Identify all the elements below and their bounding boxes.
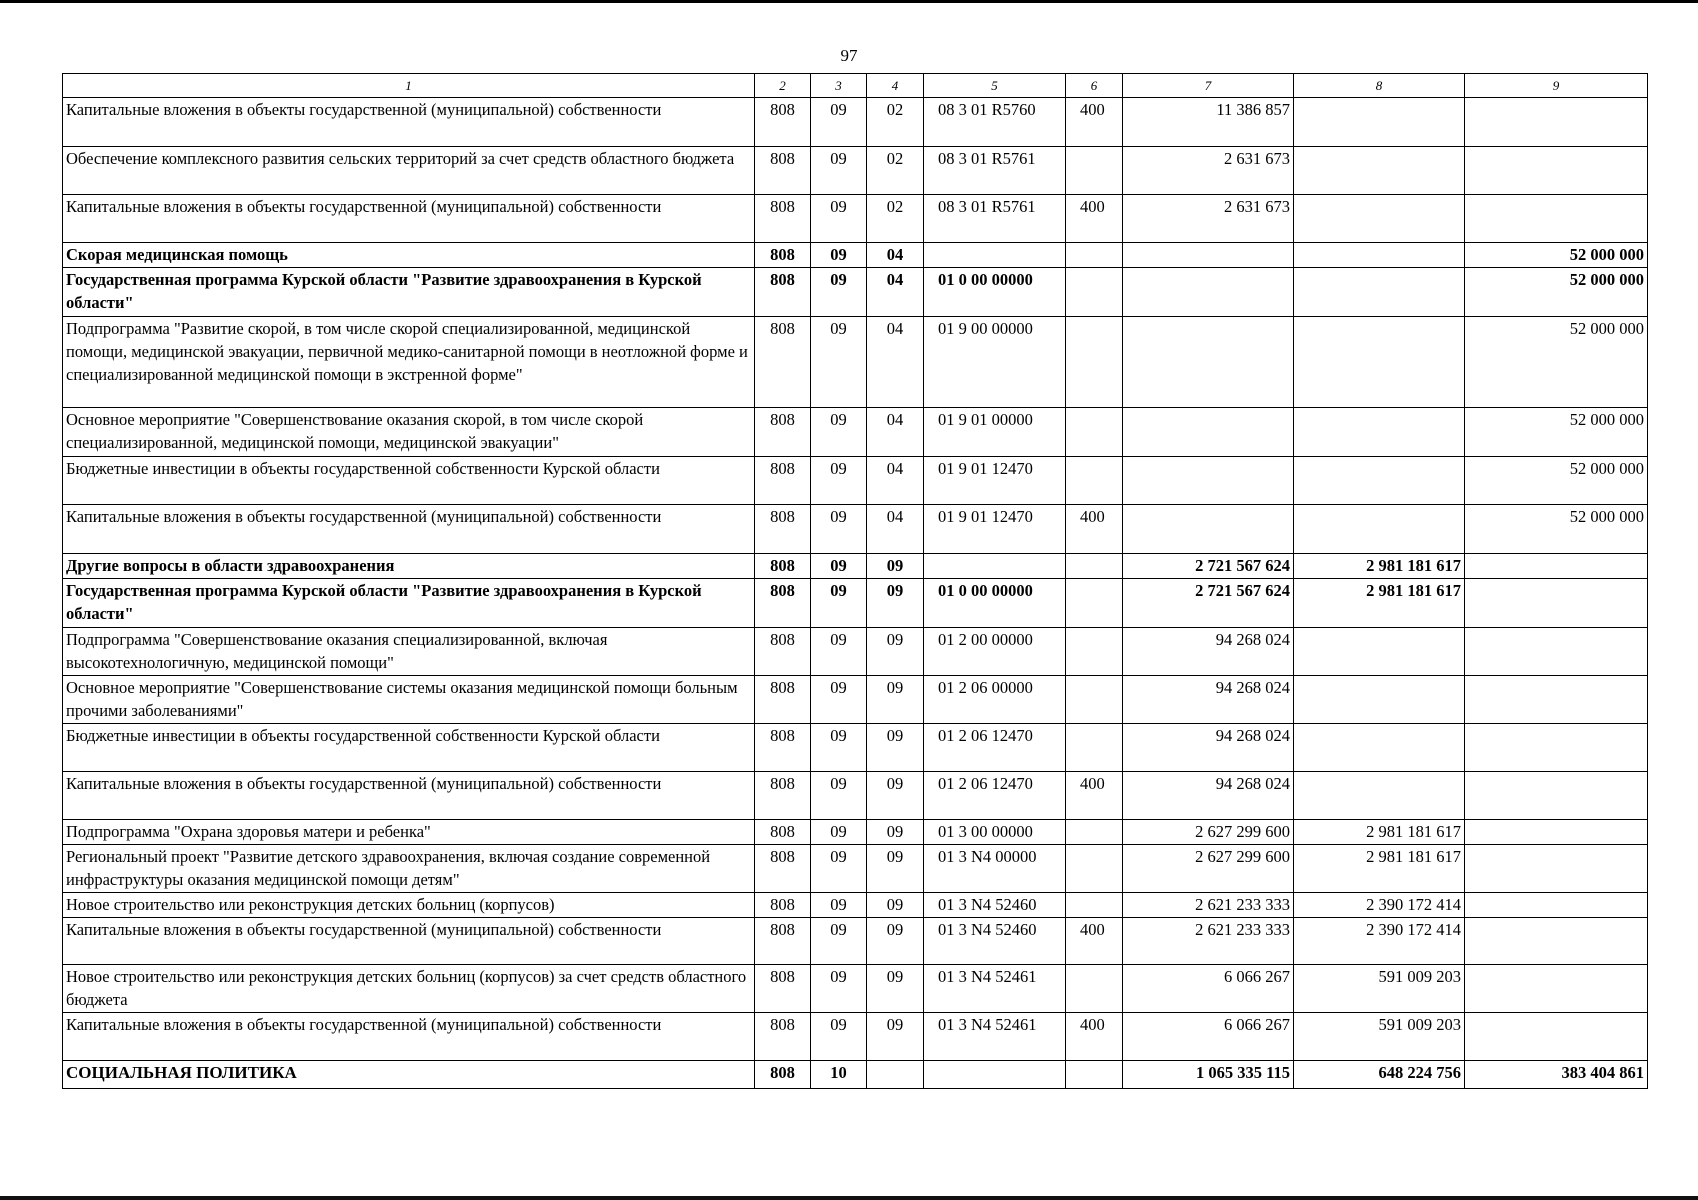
item-name: Региональный проект "Развитие детского здравоохранения, включая создание современной инфраструктуры оказания медицинской помощи детям" xyxy=(63,845,755,893)
amount-column-7 xyxy=(1123,268,1294,317)
department-code: 808 xyxy=(755,628,811,676)
section-code: 09 xyxy=(811,893,867,918)
target-article-code: 01 9 01 12470 xyxy=(924,457,1066,505)
expense-type-code xyxy=(1066,676,1123,724)
item-name: Капитальные вложения в объекты государственной (муниципальной) собственности xyxy=(63,918,755,965)
item-name: Государственная программа Курской области "Развитие здравоохранения в Курской области" xyxy=(63,268,755,317)
subsection-code: 09 xyxy=(867,772,924,820)
expense-type-code xyxy=(1066,965,1123,1013)
department-code: 808 xyxy=(755,268,811,317)
table-row xyxy=(63,820,1648,845)
section-code: 09 xyxy=(811,965,867,1013)
expense-type-code xyxy=(1066,579,1123,628)
expense-type-code xyxy=(1066,893,1123,918)
column-number: 5 xyxy=(924,74,1066,98)
subsection-code: 02 xyxy=(867,195,924,243)
amount-column-9: 52 000 000 xyxy=(1465,317,1648,408)
table-row xyxy=(63,772,1648,820)
target-article-code: 01 2 06 00000 xyxy=(924,676,1066,724)
department-code: 808 xyxy=(755,845,811,893)
target-article-code: 01 3 N4 52461 xyxy=(924,1013,1066,1061)
budget-table xyxy=(62,73,1648,1089)
target-article-code: 08 3 01 R5761 xyxy=(924,147,1066,195)
target-article-code xyxy=(924,554,1066,579)
table-row xyxy=(63,457,1648,505)
subsection-code: 09 xyxy=(867,820,924,845)
amount-column-8 xyxy=(1294,505,1465,554)
amount-column-7 xyxy=(1123,408,1294,457)
department-code: 808 xyxy=(755,457,811,505)
table-row xyxy=(63,845,1648,893)
department-code: 808 xyxy=(755,243,811,268)
subsection-code: 04 xyxy=(867,268,924,317)
subsection-code: 04 xyxy=(867,457,924,505)
amount-column-7: 2 631 673 xyxy=(1123,195,1294,243)
department-code: 808 xyxy=(755,724,811,772)
section-code: 10 xyxy=(811,1061,867,1089)
amount-column-9 xyxy=(1465,772,1648,820)
amount-column-7: 2 621 233 333 xyxy=(1123,918,1294,965)
amount-column-9 xyxy=(1465,98,1648,147)
amount-column-8: 2 390 172 414 xyxy=(1294,918,1465,965)
amount-column-7 xyxy=(1123,317,1294,408)
item-name: Капитальные вложения в объекты государственной (муниципальной) собственности xyxy=(63,772,755,820)
amount-column-7: 2 631 673 xyxy=(1123,147,1294,195)
amount-column-9 xyxy=(1465,1013,1648,1061)
amount-column-8: 2 390 172 414 xyxy=(1294,893,1465,918)
column-number: 8 xyxy=(1294,74,1465,98)
table-row xyxy=(63,408,1648,457)
subsection-code xyxy=(867,1061,924,1089)
target-article-code: 01 3 00 00000 xyxy=(924,820,1066,845)
amount-column-8 xyxy=(1294,243,1465,268)
table-row xyxy=(63,554,1648,579)
amount-column-7: 11 386 857 xyxy=(1123,98,1294,147)
expense-type-code xyxy=(1066,317,1123,408)
item-name: Подпрограмма "Развитие скорой, в том числе скорой специализированной, медицинской помощи, медицинской эвакуации, первичной медико-санитарной помощи в неотложной форме и специализированной медицинской помощи в экстренной форме" xyxy=(63,317,755,408)
subsection-code: 09 xyxy=(867,579,924,628)
table-row xyxy=(63,505,1648,554)
amount-column-9: 52 000 000 xyxy=(1465,243,1648,268)
expense-type-code xyxy=(1066,820,1123,845)
amount-column-7: 2 721 567 624 xyxy=(1123,579,1294,628)
amount-column-7: 2 621 233 333 xyxy=(1123,893,1294,918)
section-code: 09 xyxy=(811,317,867,408)
item-name: Основное мероприятие "Совершенствование системы оказания медицинской помощи больным прочими заболеваниями" xyxy=(63,676,755,724)
section-code: 09 xyxy=(811,579,867,628)
amount-column-7: 2 627 299 600 xyxy=(1123,845,1294,893)
expense-type-code xyxy=(1066,1061,1123,1089)
amount-column-7 xyxy=(1123,457,1294,505)
department-code: 808 xyxy=(755,505,811,554)
table-row xyxy=(63,147,1648,195)
item-name: Новое строительство или реконструкция детских больниц (корпусов) за счет средств областного бюджета xyxy=(63,965,755,1013)
department-code: 808 xyxy=(755,676,811,724)
amount-column-8: 648 224 756 xyxy=(1294,1061,1465,1089)
target-article-code: 01 2 06 12470 xyxy=(924,724,1066,772)
amount-column-8: 2 981 181 617 xyxy=(1294,579,1465,628)
subsection-code: 09 xyxy=(867,628,924,676)
item-name: Скорая медицинская помощь xyxy=(63,243,755,268)
subsection-code: 09 xyxy=(867,724,924,772)
expense-type-code xyxy=(1066,845,1123,893)
column-number: 2 xyxy=(755,74,811,98)
amount-column-7: 1 065 335 115 xyxy=(1123,1061,1294,1089)
item-name: Капитальные вложения в объекты государственной (муниципальной) собственности xyxy=(63,505,755,554)
target-article-code: 01 2 00 00000 xyxy=(924,628,1066,676)
expense-type-code: 400 xyxy=(1066,98,1123,147)
section-code: 09 xyxy=(811,457,867,505)
subsection-code: 09 xyxy=(867,965,924,1013)
column-number: 4 xyxy=(867,74,924,98)
amount-column-8: 591 009 203 xyxy=(1294,965,1465,1013)
column-number: 3 xyxy=(811,74,867,98)
amount-column-7: 6 066 267 xyxy=(1123,965,1294,1013)
section-code: 09 xyxy=(811,845,867,893)
table-row xyxy=(63,268,1648,317)
expense-type-code xyxy=(1066,408,1123,457)
section-code: 09 xyxy=(811,820,867,845)
table-row xyxy=(63,893,1648,918)
department-code: 808 xyxy=(755,918,811,965)
item-name: Обеспечение комплексного развития сельских территорий за счет средств областного бюджета xyxy=(63,147,755,195)
amount-column-8 xyxy=(1294,676,1465,724)
amount-column-9 xyxy=(1465,554,1648,579)
target-article-code: 01 0 00 00000 xyxy=(924,579,1066,628)
amount-column-7: 94 268 024 xyxy=(1123,772,1294,820)
amount-column-9: 52 000 000 xyxy=(1465,457,1648,505)
item-name: Другие вопросы в области здравоохранения xyxy=(63,554,755,579)
section-code: 09 xyxy=(811,98,867,147)
subsection-code: 09 xyxy=(867,845,924,893)
subsection-code: 02 xyxy=(867,147,924,195)
table-row xyxy=(63,317,1648,408)
table-row xyxy=(63,1013,1648,1061)
amount-column-8 xyxy=(1294,408,1465,457)
item-name: Подпрограмма "Охрана здоровья матери и ребенка" xyxy=(63,820,755,845)
amount-column-8 xyxy=(1294,195,1465,243)
table-row xyxy=(63,579,1648,628)
expense-type-code: 400 xyxy=(1066,195,1123,243)
section-code: 09 xyxy=(811,1013,867,1061)
amount-column-7 xyxy=(1123,243,1294,268)
department-code: 808 xyxy=(755,195,811,243)
item-name: Капитальные вложения в объекты государственной (муниципальной) собственности xyxy=(63,1013,755,1061)
amount-column-9 xyxy=(1465,579,1648,628)
target-article-code xyxy=(924,243,1066,268)
amount-column-8: 2 981 181 617 xyxy=(1294,845,1465,893)
amount-column-9 xyxy=(1465,724,1648,772)
expense-type-code xyxy=(1066,147,1123,195)
subsection-code: 04 xyxy=(867,317,924,408)
target-article-code xyxy=(924,1061,1066,1089)
amount-column-9 xyxy=(1465,965,1648,1013)
item-name: Бюджетные инвестиции в объекты государственной собственности Курской области xyxy=(63,457,755,505)
expense-type-code: 400 xyxy=(1066,505,1123,554)
column-number: 6 xyxy=(1066,74,1123,98)
table-row xyxy=(63,676,1648,724)
subsection-code: 09 xyxy=(867,1013,924,1061)
section-code: 09 xyxy=(811,772,867,820)
amount-column-8 xyxy=(1294,724,1465,772)
expense-type-code xyxy=(1066,243,1123,268)
section-code: 09 xyxy=(811,676,867,724)
amount-column-9 xyxy=(1465,676,1648,724)
expense-type-code xyxy=(1066,457,1123,505)
section-code: 09 xyxy=(811,147,867,195)
department-code: 808 xyxy=(755,965,811,1013)
expense-type-code: 400 xyxy=(1066,1013,1123,1061)
amount-column-9 xyxy=(1465,845,1648,893)
target-article-code: 01 9 01 12470 xyxy=(924,505,1066,554)
department-code: 808 xyxy=(755,554,811,579)
amount-column-8 xyxy=(1294,457,1465,505)
section-code: 09 xyxy=(811,628,867,676)
amount-column-9: 52 000 000 xyxy=(1465,505,1648,554)
section-code: 09 xyxy=(811,554,867,579)
target-article-code: 01 3 N4 52461 xyxy=(924,965,1066,1013)
department-code: 808 xyxy=(755,820,811,845)
amount-column-9 xyxy=(1465,147,1648,195)
bottom-rule xyxy=(0,1196,1698,1200)
table-row xyxy=(63,965,1648,1013)
expense-type-code xyxy=(1066,554,1123,579)
expense-type-code: 400 xyxy=(1066,772,1123,820)
target-article-code: 01 2 06 12470 xyxy=(924,772,1066,820)
table-row xyxy=(63,1061,1648,1089)
amount-column-8 xyxy=(1294,772,1465,820)
target-article-code: 01 0 00 00000 xyxy=(924,268,1066,317)
column-number-row xyxy=(63,74,1648,98)
expense-type-code: 400 xyxy=(1066,918,1123,965)
item-name: Капитальные вложения в объекты государственной (муниципальной) собственности xyxy=(63,195,755,243)
table-row xyxy=(63,724,1648,772)
amount-column-9: 383 404 861 xyxy=(1465,1061,1648,1089)
subsection-code: 09 xyxy=(867,676,924,724)
column-number: 9 xyxy=(1465,74,1648,98)
item-name: Капитальные вложения в объекты государственной (муниципальной) собственности xyxy=(63,98,755,147)
table-row xyxy=(63,918,1648,965)
amount-column-7: 94 268 024 xyxy=(1123,676,1294,724)
amount-column-8 xyxy=(1294,268,1465,317)
top-rule xyxy=(0,0,1698,3)
item-name: Подпрограмма "Совершенствование оказания специализированной, включая высокотехнологичную, медицинской помощи" xyxy=(63,628,755,676)
target-article-code: 01 3 N4 00000 xyxy=(924,845,1066,893)
target-article-code: 01 3 N4 52460 xyxy=(924,893,1066,918)
department-code: 808 xyxy=(755,1013,811,1061)
table-row xyxy=(63,98,1648,147)
subsection-code: 09 xyxy=(867,554,924,579)
subsection-code: 09 xyxy=(867,918,924,965)
item-name: Новое строительство или реконструкция детских больниц (корпусов) xyxy=(63,893,755,918)
table-row xyxy=(63,628,1648,676)
item-name: Государственная программа Курской области "Развитие здравоохранения в Курской области" xyxy=(63,579,755,628)
page-number: 97 xyxy=(840,46,858,65)
subsection-code: 02 xyxy=(867,98,924,147)
amount-column-9 xyxy=(1465,918,1648,965)
amount-column-9: 52 000 000 xyxy=(1465,268,1648,317)
amount-column-7 xyxy=(1123,505,1294,554)
amount-column-8 xyxy=(1294,98,1465,147)
amount-column-7: 94 268 024 xyxy=(1123,724,1294,772)
target-article-code: 01 3 N4 52460 xyxy=(924,918,1066,965)
amount-column-7: 94 268 024 xyxy=(1123,628,1294,676)
amount-column-8: 2 981 181 617 xyxy=(1294,820,1465,845)
expense-type-code xyxy=(1066,268,1123,317)
expense-type-code xyxy=(1066,628,1123,676)
amount-column-8 xyxy=(1294,317,1465,408)
department-code: 808 xyxy=(755,317,811,408)
section-code: 09 xyxy=(811,195,867,243)
table-row xyxy=(63,243,1648,268)
amount-column-9: 52 000 000 xyxy=(1465,408,1648,457)
item-name: Бюджетные инвестиции в объекты государственной собственности Курской области xyxy=(63,724,755,772)
section-code: 09 xyxy=(811,505,867,554)
department-code: 808 xyxy=(755,147,811,195)
amount-column-7: 6 066 267 xyxy=(1123,1013,1294,1061)
expense-type-code xyxy=(1066,724,1123,772)
amount-column-9 xyxy=(1465,195,1648,243)
amount-column-9 xyxy=(1465,820,1648,845)
target-article-code: 08 3 01 R5760 xyxy=(924,98,1066,147)
item-name: СОЦИАЛЬНАЯ ПОЛИТИКА xyxy=(63,1061,755,1089)
amount-column-9 xyxy=(1465,893,1648,918)
target-article-code: 08 3 01 R5761 xyxy=(924,195,1066,243)
subsection-code: 04 xyxy=(867,505,924,554)
section-code: 09 xyxy=(811,268,867,317)
section-code: 09 xyxy=(811,243,867,268)
department-code: 808 xyxy=(755,772,811,820)
subsection-code: 04 xyxy=(867,408,924,457)
department-code: 808 xyxy=(755,893,811,918)
table-body xyxy=(63,74,1648,1089)
target-article-code: 01 9 00 00000 xyxy=(924,317,1066,408)
item-name: Основное мероприятие "Совершенствование оказания скорой, в том числе скорой специализированной, медицинской помощи, медицинской эвакуации" xyxy=(63,408,755,457)
section-code: 09 xyxy=(811,408,867,457)
subsection-code: 04 xyxy=(867,243,924,268)
column-number: 1 xyxy=(63,74,755,98)
table-row xyxy=(63,195,1648,243)
amount-column-8: 591 009 203 xyxy=(1294,1013,1465,1061)
amount-column-7: 2 627 299 600 xyxy=(1123,820,1294,845)
amount-column-8: 2 981 181 617 xyxy=(1294,554,1465,579)
subsection-code: 09 xyxy=(867,893,924,918)
section-code: 09 xyxy=(811,724,867,772)
amount-column-7: 2 721 567 624 xyxy=(1123,554,1294,579)
column-number: 7 xyxy=(1123,74,1294,98)
department-code: 808 xyxy=(755,579,811,628)
amount-column-8 xyxy=(1294,147,1465,195)
amount-column-8 xyxy=(1294,628,1465,676)
target-article-code: 01 9 01 00000 xyxy=(924,408,1066,457)
department-code: 808 xyxy=(755,98,811,147)
department-code: 808 xyxy=(755,1061,811,1089)
section-code: 09 xyxy=(811,918,867,965)
department-code: 808 xyxy=(755,408,811,457)
amount-column-9 xyxy=(1465,628,1648,676)
